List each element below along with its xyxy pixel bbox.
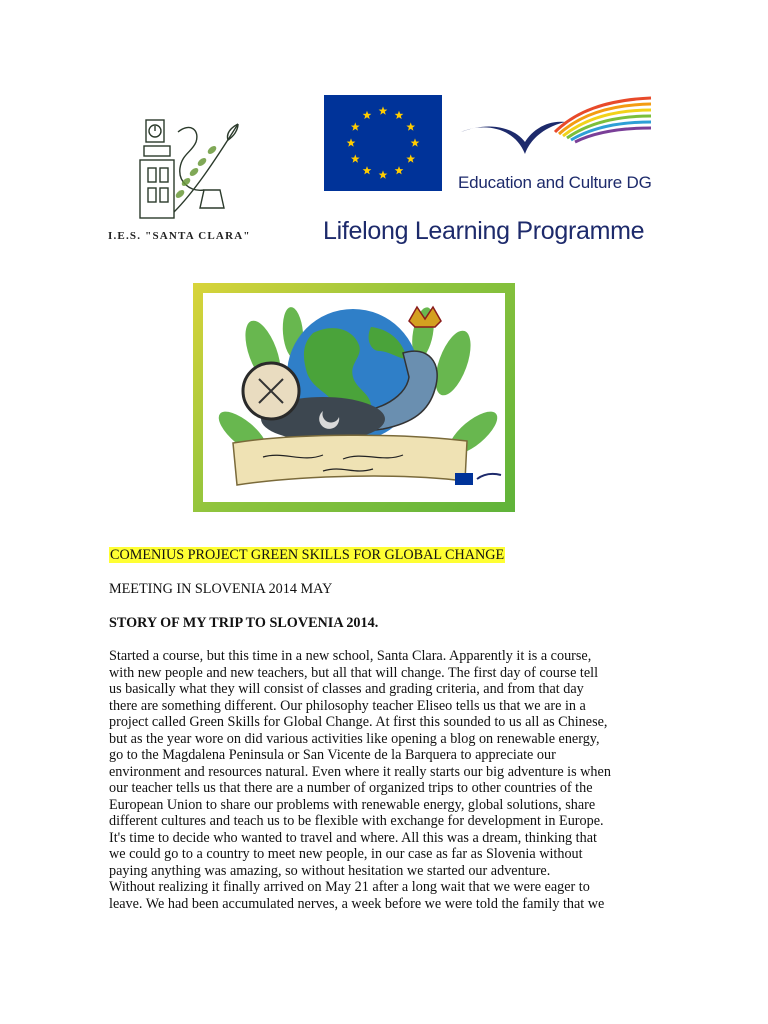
- paragraph-line: go to the Magdalena Peninsula or San Vicente de la Barquera to appreciate our: [109, 747, 556, 763]
- paragraph-line: Started a course, but this time in a new school, Santa Clara. Apparently it is a course,: [109, 648, 592, 664]
- school-logo: [134, 112, 246, 224]
- meeting-line: MEETING IN SLOVENIA 2014 MAY: [109, 581, 333, 597]
- paragraph-line: project called Green Skills for Global Change. At first this sounded to us all as Chinese,: [109, 714, 608, 730]
- paragraph-line: European Union to share our problems with renewable energy, global solutions, share: [109, 796, 596, 813]
- project-poster: [193, 283, 515, 512]
- story-paragraph: [109, 648, 669, 912]
- paragraph-line: there are something different. Our philosophy teacher Eliseo tells us that we are in a: [109, 697, 586, 714]
- paragraph-line: but as the year wore on did various activities like opening a blog on renewable energy,: [109, 730, 600, 747]
- paragraph-line: our teacher tells us that there are a number of organized trips to other countries of the: [109, 780, 593, 796]
- highlighted-project-title: COMENIUS PROJECT GREEN SKILLS FOR GLOBAL CHANGE: [110, 547, 505, 563]
- paragraph-line: leave. We had been accumulated nerves, a week before we were told the family that we: [109, 895, 605, 912]
- paragraph-line: paying anything was amazing, so without hesitation we started our adventure.: [109, 862, 551, 879]
- paragraph-line: different cultures and teach us to be flexible with exchange for development in Europe.: [109, 813, 604, 829]
- small-eu-flag-icon: [455, 473, 473, 485]
- school-name: I.E.S. "SANTA CLARA": [108, 230, 251, 242]
- paragraph-line: we could go to a country to meet new people, in our case as far as Slovenia without: [109, 846, 583, 862]
- paragraph-line: us basically what they will consist of classes and grading criteria, and from that day: [109, 681, 584, 697]
- paragraph-line: It's time to decide who wanted to travel and where. All this was a dream, thinking that: [109, 829, 597, 846]
- paragraph-line: with new people and new teachers, but all that will change. The first day of course tell: [109, 664, 599, 681]
- paragraph-line: Without realizing it finally arrived on May 21 after a long wait that we were eager to: [109, 879, 590, 895]
- lifelong-learning-swoosh-logo: [455, 92, 655, 172]
- poster-illustration: [203, 293, 505, 502]
- story-title: STORY OF MY TRIP TO SLOVENIA 2014.: [109, 615, 379, 631]
- education-culture-dg-label: Education and Culture DG: [458, 173, 652, 192]
- lifelong-learning-programme-label: Lifelong Learning Programme: [323, 217, 645, 245]
- paragraph-line: environment and resources natural. Even where it really starts our big adventure is when: [109, 763, 611, 780]
- eu-flag: [324, 95, 442, 191]
